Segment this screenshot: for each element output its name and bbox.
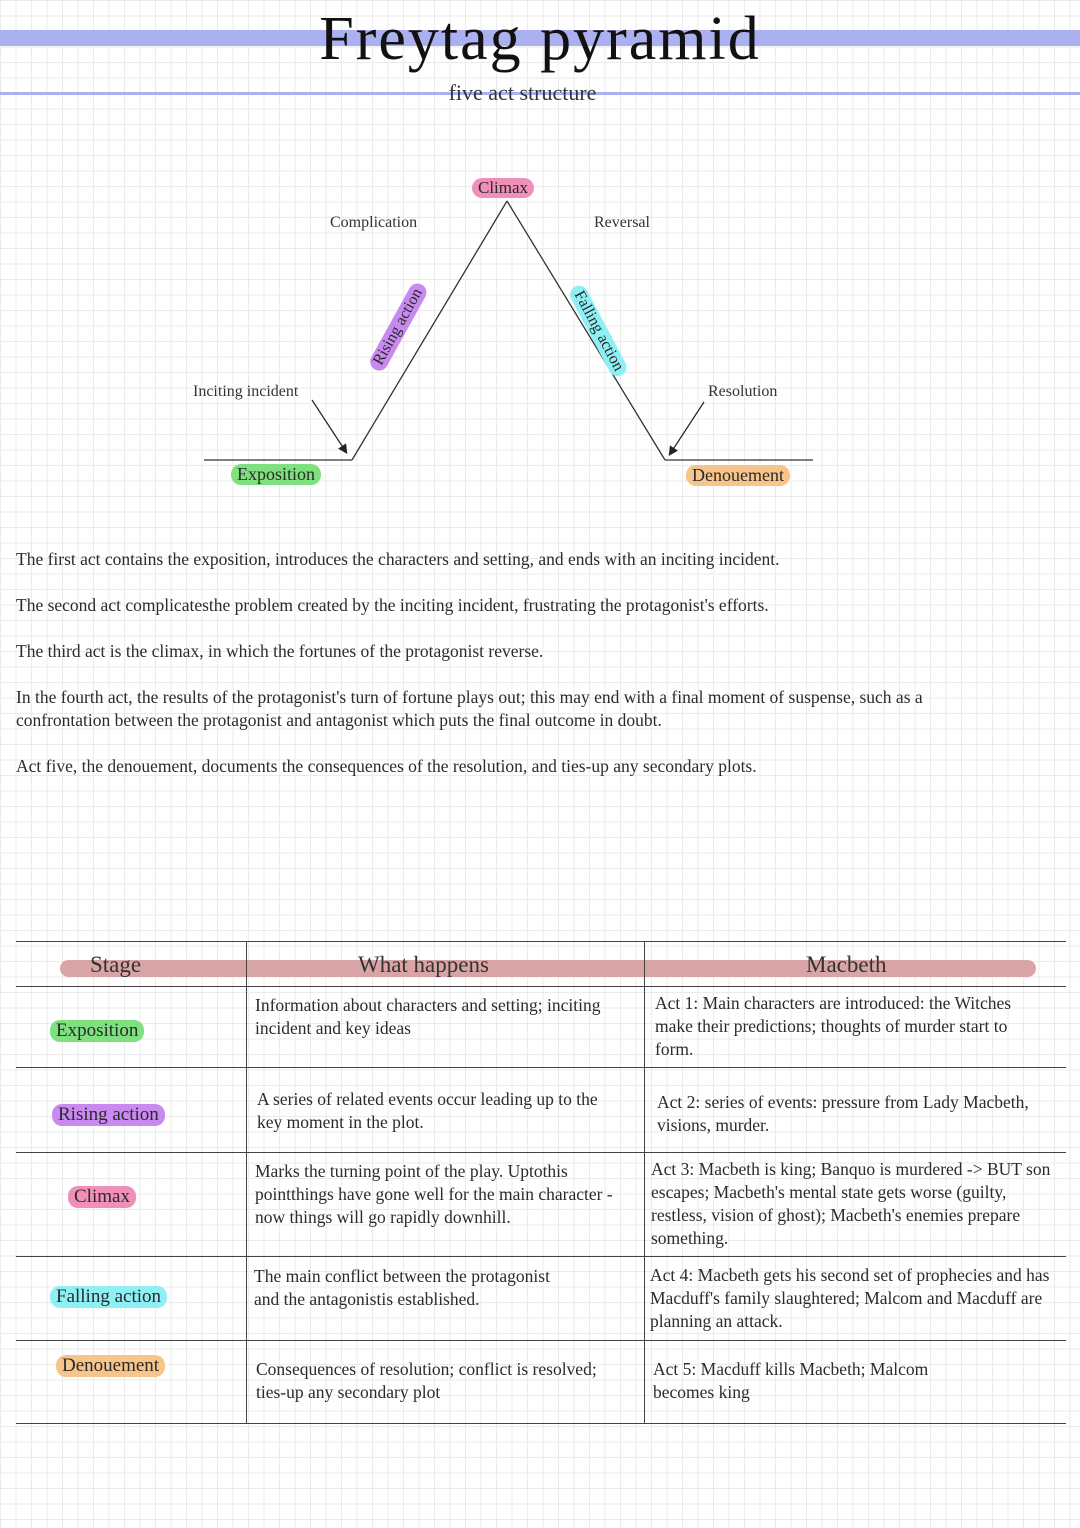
macbeth-act-2: Act 2: series of events: pressure from Lady Macbeth, visions, murder. — [657, 1092, 1029, 1135]
falling-line — [507, 201, 665, 460]
macbeth-act-1: Act 1: Main characters are introduced: the Witches make their predictions; thoughts of murder start to form. — [655, 993, 1012, 1059]
what-rising-action: A series of related events occur leading up to the key moment in the plot. — [257, 1089, 598, 1132]
rising-action-label: Rising action — [367, 280, 430, 374]
header-macbeth: Macbeth — [806, 952, 887, 977]
inciting-arrow — [312, 400, 346, 452]
stage-climax: Climax — [68, 1186, 136, 1208]
page-subtitle: five act structure — [448, 80, 597, 105]
paragraph-act-four: In the fourth act, the results of the protagonist's turn of fortune plays out; this may end with a final moment of suspense, such as a confrontation between the protagonist and antagonist which puts the final outcome in doubt. — [16, 687, 923, 730]
resolution-arrow — [670, 402, 704, 454]
row-divider-2 — [16, 1152, 1066, 1153]
page-title: Freytag pyramid — [319, 5, 761, 73]
what-climax: Marks the turning point of the play. Uptothis pointthings have gone well for the main character - now things will go rapidly downhill. — [255, 1161, 613, 1227]
what-denouement: Consequences of resolution; conflict is resolved; ties-up any secondary plot — [256, 1359, 597, 1402]
paragraph-act-two: The second act complicatesthe problem created by the inciting incident, frustrating the protagonist's efforts. — [16, 595, 769, 615]
stage-exposition: Exposition — [50, 1020, 144, 1042]
stage-falling-action: Falling action — [50, 1286, 167, 1308]
what-exposition: Information about characters and setting; inciting incident and key ideas — [255, 995, 601, 1038]
header-stage: Stage — [90, 952, 142, 977]
column-divider-1 — [246, 941, 247, 1424]
stage-denouement: Denouement — [56, 1355, 165, 1377]
paragraph-act-one: The first act contains the exposition, introduces the characters and setting, and ends with an inciting incident. — [16, 549, 780, 569]
freytag-pyramid-diagram — [0, 0, 1080, 520]
complication-label: Complication — [330, 214, 418, 231]
macbeth-act-5: Act 5: Macduff kills Macbeth; Malcom becomes king — [653, 1359, 929, 1402]
macbeth-act-3: Act 3: Macbeth is king; Banquo is murdered -> BUT son escapes; Macbeth's mental state gets worse (guilty, restless, vision of ghost); Macbeth's enemies prepare something. — [651, 1159, 1051, 1248]
row-divider-4 — [16, 1340, 1066, 1341]
row-divider-1 — [16, 1067, 1066, 1068]
paragraph-act-five: Act five, the denouement, documents the consequences of the resolution, and ties-up any secondary plots. — [16, 756, 757, 776]
stage-rising-action: Rising action — [52, 1104, 165, 1126]
table-top-border — [16, 941, 1066, 942]
inciting-incident-label: Inciting incident — [193, 383, 299, 400]
header-divider — [16, 986, 1066, 987]
what-falling-action: The main conflict between the protagonist and the antagonistis established. — [254, 1266, 550, 1309]
table-bottom-border — [16, 1423, 1066, 1424]
row-divider-3 — [16, 1256, 1066, 1257]
falling-action-label: Falling action — [567, 283, 630, 380]
header-what-happens: What happens — [358, 952, 489, 977]
paragraph-act-three: The third act is the climax, in which the fortunes of the protagonist reverse. — [16, 641, 544, 661]
reversal-label: Reversal — [594, 214, 650, 231]
resolution-label: Resolution — [708, 383, 778, 400]
column-divider-2 — [644, 941, 645, 1424]
climax-label: Climax — [472, 178, 534, 198]
table-header-bar — [60, 960, 1036, 977]
macbeth-act-4: Act 4: Macbeth gets his second set of prophecies and has Macduff's family slaughtered; Malcom and Macduff are planning an attack. — [650, 1265, 1050, 1331]
exposition-label: Exposition — [231, 464, 321, 485]
denouement-label: Denouement — [686, 465, 790, 486]
rising-line — [352, 201, 507, 460]
